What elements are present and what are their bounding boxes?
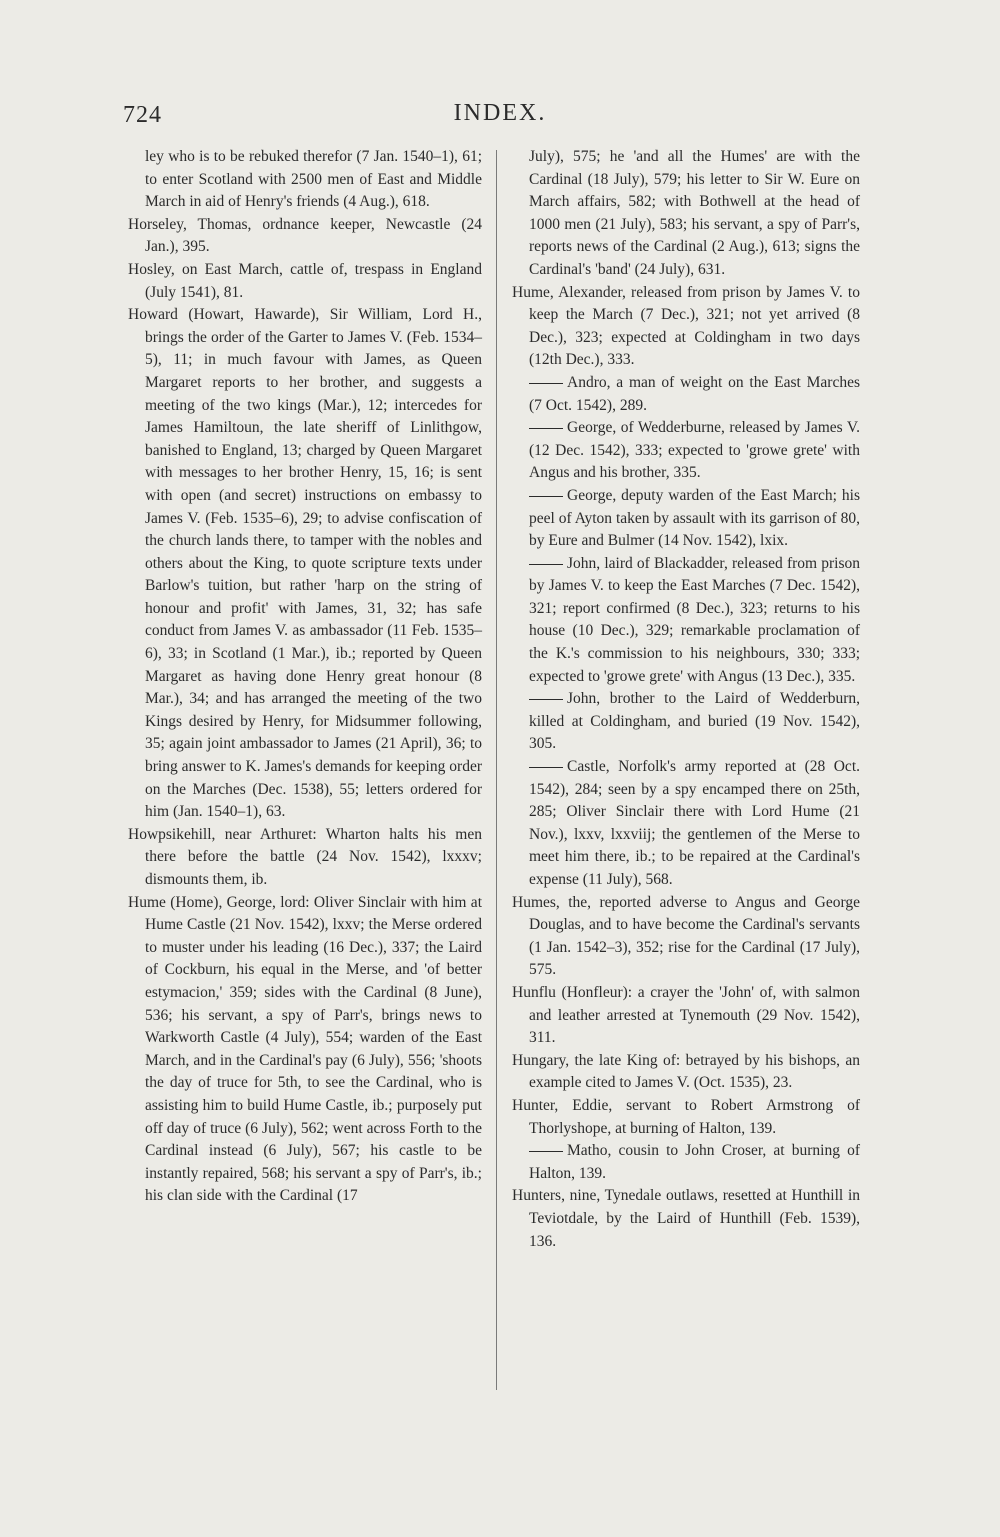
- ditto-dash: [529, 767, 563, 768]
- index-entry: Hume (Home), George, lord: Oliver Sinclair with him at Hume Castle (21 Nov. 1542), lxxv; the Merse ordered to muster under his leading (16 Dec.), 337; the Laird of Cockburn, his equal in the Merse, and 'of better estymacion,' 359; sides with the Cardinal (8 June), 536; his servant, a spy of Parr's, brings news to Warkworth Castle (4 July), 554; warden of the East March, and in the Cardinal's pay (6 July), 556; 'shoots the day of truce for 5th, to see the Cardinal, who is assisting him to build Hume Castle, ib.; purposely put off day of truce (6 July), 562; went across Forth to the Cardinal instead (6 July), 567; his castle to be instantly repaired, 568; his servant a spy of Parr's, ib.; his clan side with the Cardinal (17: [128, 893, 482, 1205]
- index-entry: Hunters, nine, Tynedale outlaws, resetted at Hunthill in Teviotdale, by the Laird of Hunthill (Feb. 1539), 136.: [512, 1187, 860, 1250]
- ditto-dash: [529, 564, 563, 565]
- index-subentry: John, laird of Blackadder, released from prison by James V. to keep the East Marches (7 Dec. 1542), 321; report confirmed (8 Dec.), 323; returns to his house (10 Dec.), 329; remarkable proclamation of the K.'s commission to his neighbours, 330; 333; expected to 'growe grete' with Angus (13 Dec.), 335.: [529, 554, 860, 685]
- index-subentry: George, of Wedderburne, released by James V. (12 Dec. 1542), 333; expected to 'growe grete' with Angus and his brother, 335.: [529, 419, 860, 482]
- index-entry: Hosley, on East March, cattle of, trespass in England (July 1541), 81.: [128, 260, 482, 301]
- index-entry: Horseley, Thomas, ordnance keeper, Newcastle (24 Jan.), 395.: [128, 215, 482, 256]
- right-column: [512, 146, 860, 1253]
- page-number: 724: [123, 102, 162, 128]
- index-subentry: George, deputy warden of the East March; his peel of Ayton taken by assault with its garrison of 80, by Eure and Bulmer (14 Nov. 1542), lxix.: [529, 486, 860, 550]
- index-subentry: Andro, a man of weight on the East Marches (7 Oct. 1542), 289.: [529, 373, 860, 414]
- index-entry: Hume, Alexander, released from prison by James V. to keep the March (7 Dec.), 321; not yet arrived (8 Dec.), 323; expected at Coldingham in two days (12th Dec.), 333.: [512, 283, 860, 369]
- index-subentry: John, brother to the Laird of Wedderburn, killed at Coldingham, and buried (19 Nov. 1542), 305.: [529, 690, 860, 753]
- ditto-dash: [529, 428, 563, 429]
- index-subentry: Castle, Norfolk's army reported at (28 Oct. 1542), 284; seen by a spy encamped there on 25th, 285; Oliver Sinclair there with Lord Hume (21 Nov.), lxxv, lxxviij; the gentlemen of the Merse to meet him there, ib.; to be repaired at the Cardinal's expense (11 July), 568.: [529, 758, 860, 888]
- index-subentry: Matho, cousin to John Croser, at burning of Halton, 139.: [529, 1142, 860, 1182]
- ditto-dash: [529, 699, 563, 700]
- index-entry: Humes, the, reported adverse to Angus and George Douglas, and to have become the Cardinal's servants (1 Jan. 1542–3), 352; rise for the Cardinal (17 July), 575.: [512, 893, 860, 979]
- index-entry: Howpsikehill, near Arthuret: Wharton halts his men there before the battle (24 Nov. 1542), lxxxv; dismounts them, ib.: [128, 825, 482, 888]
- column-divider: [496, 150, 497, 1390]
- ditto-dash: [529, 496, 563, 497]
- index-entry: July), 575; he 'and all the Humes' are with the Cardinal (18 July), 579; his letter to Sir W. Eure on March affairs, 582; with Bothwell at the head of 1000 men (21 July), 583; his servant, a spy of Parr's, reports news of the Cardinal (2 Aug.), 613; signs the Cardinal's 'band' (24 July), 631.: [529, 148, 860, 278]
- running-head: INDEX.: [453, 100, 547, 126]
- ditto-dash: [529, 383, 563, 384]
- index-entry: Hungary, the late King of: betrayed by his bishops, an example cited to James V. (Oct. 1535), 23.: [512, 1051, 860, 1092]
- index-entry: Hunflu (Honfleur): a crayer the 'John' of, with salmon and leather arrested at Tynemouth (29 Nov. 1542), 311.: [512, 983, 860, 1047]
- index-entry: ley who is to be rebuked therefor (7 Jan. 1540–1), 61; to enter Scotland with 2500 men of East and Middle March in aid of Henry's friends (4 Aug.), 618.: [145, 148, 482, 211]
- index-entry: Howard (Howart, Hawarde), Sir William, Lord H., brings the order of the Garter to James V. (Feb. 1534–5), 11; in much favour with James, as Queen Margaret reports to her brother, and suggests a meeting of the two kings (Mar.), 12; intercedes for James Hamiltoun, the late sheriff of Linlithgow, banished to England, 13; charged by Queen Margaret with messages to her brother Henry, 15, 16; is sent with open (and secret) instructions on embassy to James V. (Feb. 1535–6), 29; to advise confiscation of the church lands there, to tamper with the nobles and others about the King, to quote scripture texts under Barlow's tuition, but rather 'harp on the string of honour and profit' with James, 31, 32; has safe conduct from James V. as ambassador (11 Feb. 1535–6), 33; in Scotland (1 Mar.), ib.; reported by Queen Margaret as having done Henry great honour (8 Mar.), 34; and has arranged the meeting of the two Kings desired by Henry, for Midsummer following, 35; again joint ambassador to James (21 April), 36; to bring answer to K. James's demands for keeping order on the Marches (Dec. 1538), 55; letters ordered for him (Jan. 1540–1), 63.: [128, 306, 482, 821]
- ditto-dash: [529, 1151, 563, 1152]
- index-entry: Hunter, Eddie, servant to Robert Armstrong of Thorlyshope, at burning of Halton, 139.: [512, 1096, 860, 1137]
- left-column: [128, 146, 482, 1208]
